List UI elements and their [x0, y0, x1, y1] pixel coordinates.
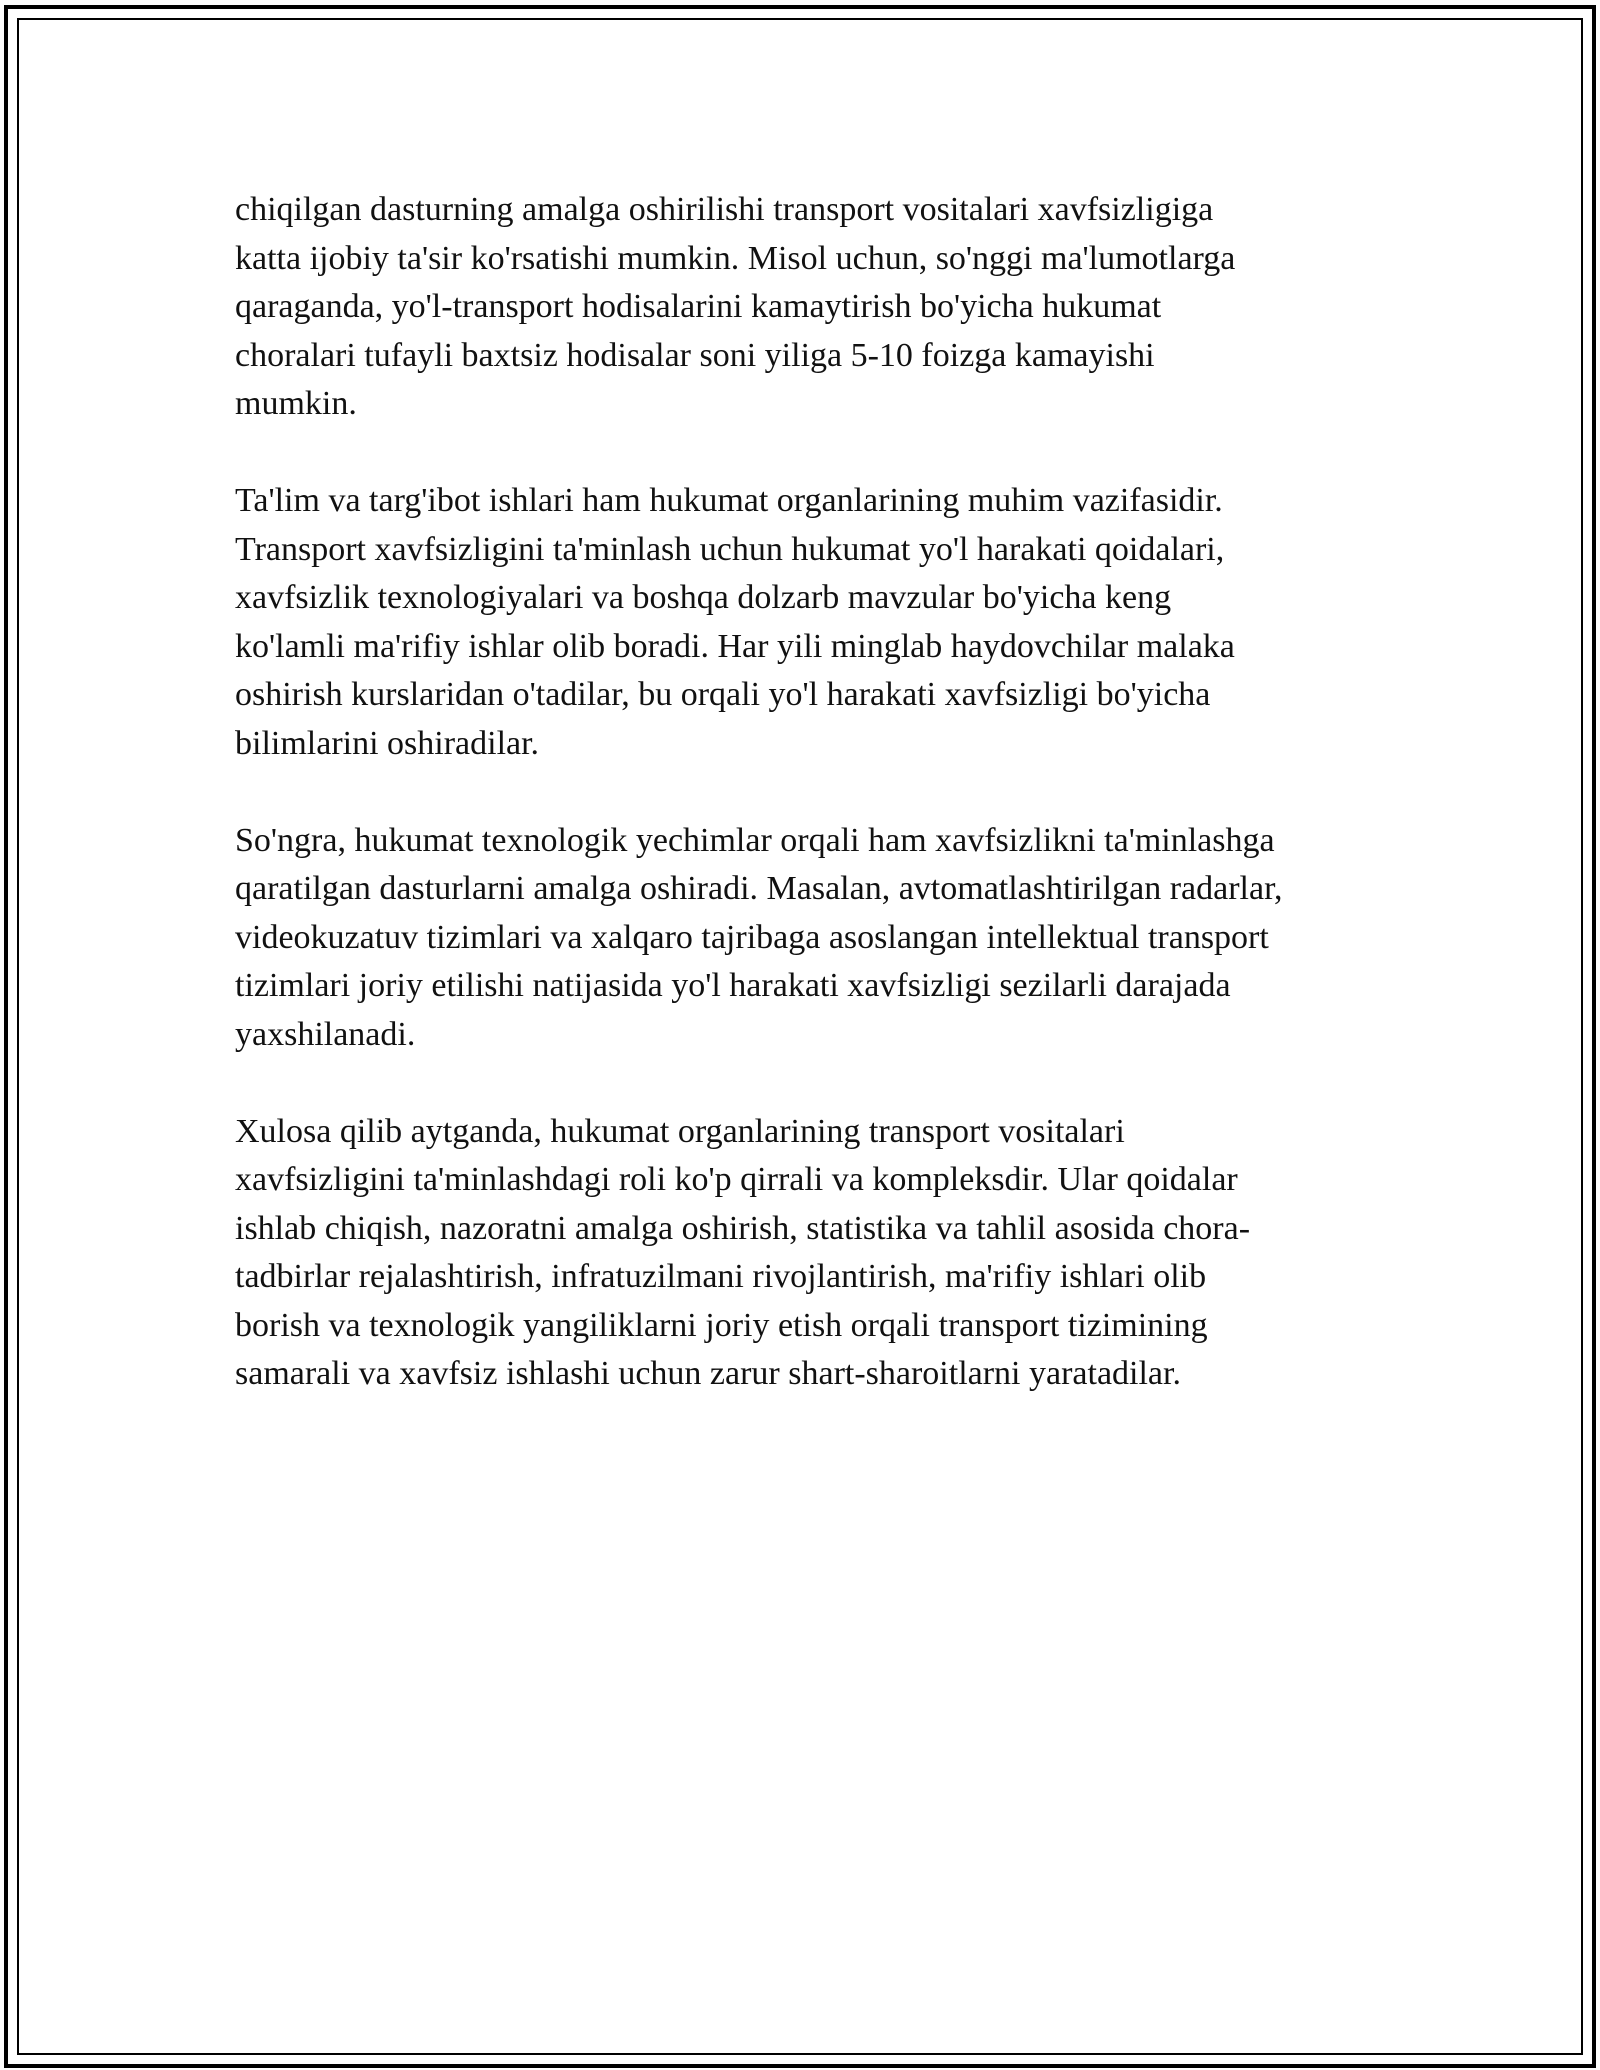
- text-line: qaratilgan dasturlarni amalga oshiradi. Masalan, avtomatlashtirilgan radarlar,: [235, 870, 1283, 907]
- text-line: Xulosa qilib aytganda, hukumat organlarining transport vositalari: [235, 1112, 1125, 1150]
- text-line: borish va texnologik yangiliklarni joriy etish orqali transport tizimining: [235, 1306, 1208, 1344]
- text-line: Transport xavfsizligini ta'minlash uchun hukumat yo'l harakati qoidalari,: [235, 530, 1225, 568]
- text-line: yaxshilanadi.: [235, 1015, 416, 1053]
- paragraph-4: [235, 1108, 1385, 1399]
- text-line: tizimlari joriy etilishi natijasida yo'l harakati xavfsizligi sezilarli darajada: [235, 967, 1231, 1004]
- text-line: bilimlarini oshiradilar.: [235, 724, 540, 762]
- text-line: ishlab chiqish, nazoratni amalga oshirish, statistika va tahlil asosida chora-: [235, 1209, 1251, 1247]
- text-line: ko'lamli ma'rifiy ishlar olib boradi. Har yili minglab haydovchilar malaka: [235, 627, 1235, 665]
- text-line: xavfsizligini ta'minlashdagi roli ko'p qirrali va kompleksdir. Ular qoidalar: [235, 1161, 1238, 1198]
- text-line: So'ngra, hukumat texnologik yechimlar orqali ham xavfsizlikni ta'minlashga: [235, 821, 1275, 859]
- text-line: videokuzatuv tizimlari va xalqaro tajribaga asoslangan intellektual transport: [235, 918, 1269, 956]
- text-line: qaraganda, yo'l-transport hodisalarini kamaytirish bo'yicha hukumat: [235, 288, 1162, 325]
- paragraph-2: [235, 477, 1385, 768]
- paragraph-1: [235, 186, 1385, 429]
- text-line: tadbirlar rejalashtirish, infratuzilmani rivojlantirish, ma'rifiy ishlari olib: [235, 1258, 1207, 1295]
- text-line: katta ijobiy ta'sir ko'rsatishi mumkin. Misol uchun, so'nggi ma'lumotlarga: [235, 239, 1236, 277]
- text-line: Ta'lim va targ'ibot ishlari ham hukumat organlarining muhim vazifasidir.: [235, 482, 1223, 519]
- text-line: choralari tufayli baxtsiz hodisalar soni yiliga 5-10 foizga kamayishi: [235, 336, 1155, 374]
- text-line: samarali va xavfsiz ishlashi uchun zarur shart-sharoitlarni yaratadilar.: [235, 1355, 1181, 1392]
- paragraph-3: [235, 817, 1385, 1060]
- text-line: mumkin.: [235, 385, 357, 422]
- text-line: xavfsizlik texnologiyalari va boshqa dolzarb mavzular bo'yicha keng: [235, 579, 1172, 616]
- text-line: chiqilgan dasturning amalga oshirilishi transport vositalari xavfsizligiga: [235, 191, 1214, 228]
- text-line: oshirish kurslaridan o'tadilar, bu orqali yo'l harakati xavfsizligi bo'yicha: [235, 676, 1211, 713]
- document-body: [235, 186, 1385, 1447]
